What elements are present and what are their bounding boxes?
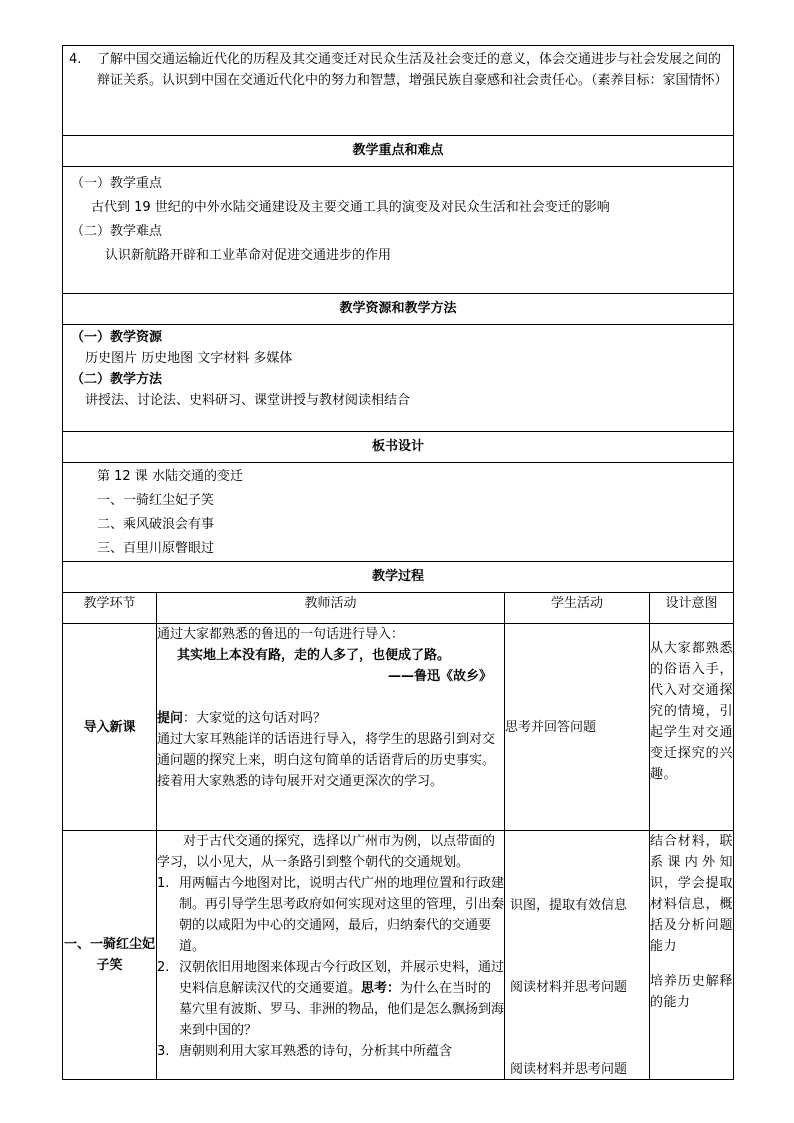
- objective-text: 了解中国交通运输近代化的历程及其交通变迁对民众生活及社会变迁的意义，体会交通进步与社会发展之间的辩证关系。认识到中国在交通近代化中的努力和智慧，增强民族自豪感和社会责任心。（素养目标：家国情怀）: [97, 52, 728, 88]
- intent-2: 培养历史解释的能力: [650, 974, 734, 1010]
- part1-steps: [157, 873, 504, 1062]
- col-teacher: 教师活动: [157, 593, 505, 624]
- key-points-row: [63, 167, 734, 294]
- key-points-title: 教学重点和难点: [63, 136, 734, 167]
- student-activity-3: 阅读材料并思考问题: [510, 1062, 628, 1077]
- objective-number: 4.: [69, 52, 82, 67]
- step-2: 2. 汉朝依旧用地图来体现古今行政区划，并展示史料，通过史料信息解读汉代的交通要道。思考：为什么在当时的墓穴里有波斯、罗马、非洲的物品，他们是怎么飘扬到海来到中国的？: [157, 960, 505, 1038]
- document-page: [62, 45, 733, 1080]
- student-activity-2: 阅读材料并思考问题: [510, 980, 628, 995]
- col-student: 学生活动: [505, 593, 650, 624]
- board-title: 板书设计: [63, 432, 734, 463]
- board-header-row: [63, 432, 734, 463]
- focus-heading: （一）教学重点: [71, 176, 163, 191]
- process-header-row: [63, 562, 734, 593]
- difficulty-text: 认识新航路开辟和工业革命对促进交通进步的作用: [105, 248, 392, 263]
- part1-intent: [650, 831, 734, 1080]
- intro-question: [157, 708, 504, 729]
- intro-teacher: [157, 624, 505, 831]
- process-title: 教学过程: [63, 562, 734, 593]
- methods-text: 讲授法、讨论法、史料研习、课堂讲授与教材阅读相结合: [85, 393, 411, 408]
- resources-row: [63, 325, 734, 432]
- intro-text-2: 通过大家耳熟能详的话语进行导入，将学生的思路引到对交通问题的探究上来，明白这句简单的话语背后的历史事实。: [157, 732, 496, 768]
- resources-text: 历史图片 历史地图 文字材料 多媒体: [85, 351, 293, 366]
- part1-row: [63, 831, 734, 1080]
- step-3: 3. 唐朝则利用大家耳熟悉的诗句，分析其中所蕴含: [157, 1044, 453, 1059]
- key-points-header-row: [63, 136, 734, 167]
- col-intent: 设计意图: [650, 593, 734, 624]
- question-label: 提问: [157, 711, 184, 726]
- col-stage: 教学环节: [63, 593, 157, 624]
- intro-quote: 其实地上本没有路，走的人多了，也便成了路。: [177, 648, 451, 663]
- board-item-2: 二、乘风破浪会有事: [97, 517, 215, 532]
- intro-text-3: 接着用大家熟悉的诗句展开对交通更深次的学习。: [157, 774, 444, 789]
- board-item-1: 一、一骑红尘妃子笑: [97, 493, 215, 508]
- focus-text: 古代到 19 世纪的中外水陆交通建设及主要交通工具的演变及对民众生活和社会变迁的影响: [91, 200, 610, 215]
- intro-row: [63, 624, 734, 831]
- resources-heading: （一）教学资源: [71, 330, 163, 345]
- intro-quote-source: ——鲁迅《故乡》: [387, 669, 492, 684]
- step-1: 1. 用两幅古今地图对比，说明古代广州的地理位置和行政建制。再引导学生思考政府如何实现对这里的管理，引出秦朝的以咸阳为中心的交通网，最后，归纳秦代的交通要道。: [157, 876, 505, 954]
- process-column-headers: [63, 593, 734, 624]
- question-text: ：大家觉的这句话对吗？: [183, 711, 327, 726]
- board-row: [63, 463, 734, 562]
- methods-heading: （二）教学方法: [71, 372, 163, 387]
- difficulty-heading: （二）教学难点: [71, 224, 163, 239]
- student-activity-1: 识图，提取有效信息: [510, 898, 628, 913]
- resources-title: 教学资源和教学方法: [63, 294, 734, 325]
- part1-stage: 一、一骑红尘妃子笑: [63, 831, 157, 1080]
- intro-student: 思考并回答问题: [505, 624, 650, 831]
- lesson-plan-table: [62, 45, 734, 1080]
- intro-stage: 导入新课: [63, 624, 157, 831]
- intro-lead: 通过大家都熟悉的鲁迅的一句话进行导入：: [157, 627, 405, 642]
- part1-teacher: [157, 831, 505, 1080]
- resources-header-row: [63, 294, 734, 325]
- board-item-3: 三、百里川原瞥眼过: [97, 541, 215, 556]
- objective-row: [63, 46, 734, 136]
- intent-1: 结合材料，联系课内外知识，学会提取材料信息，概括及分析问题能力: [650, 834, 734, 954]
- board-lesson: 第 12 课 水陆交通的变迁: [97, 469, 243, 484]
- part1-student: [505, 831, 650, 1080]
- intro-intent: 从大家都熟悉的俗语入手，代入对交通探究的情境，引起学生对交通变迁探究的兴趣。: [650, 624, 734, 831]
- part1-lead: 对于古代交通的探究，选择以广州市为例，以点带面的学习，以小见大，从一条路引到整个朝代的交通规划。: [157, 834, 496, 870]
